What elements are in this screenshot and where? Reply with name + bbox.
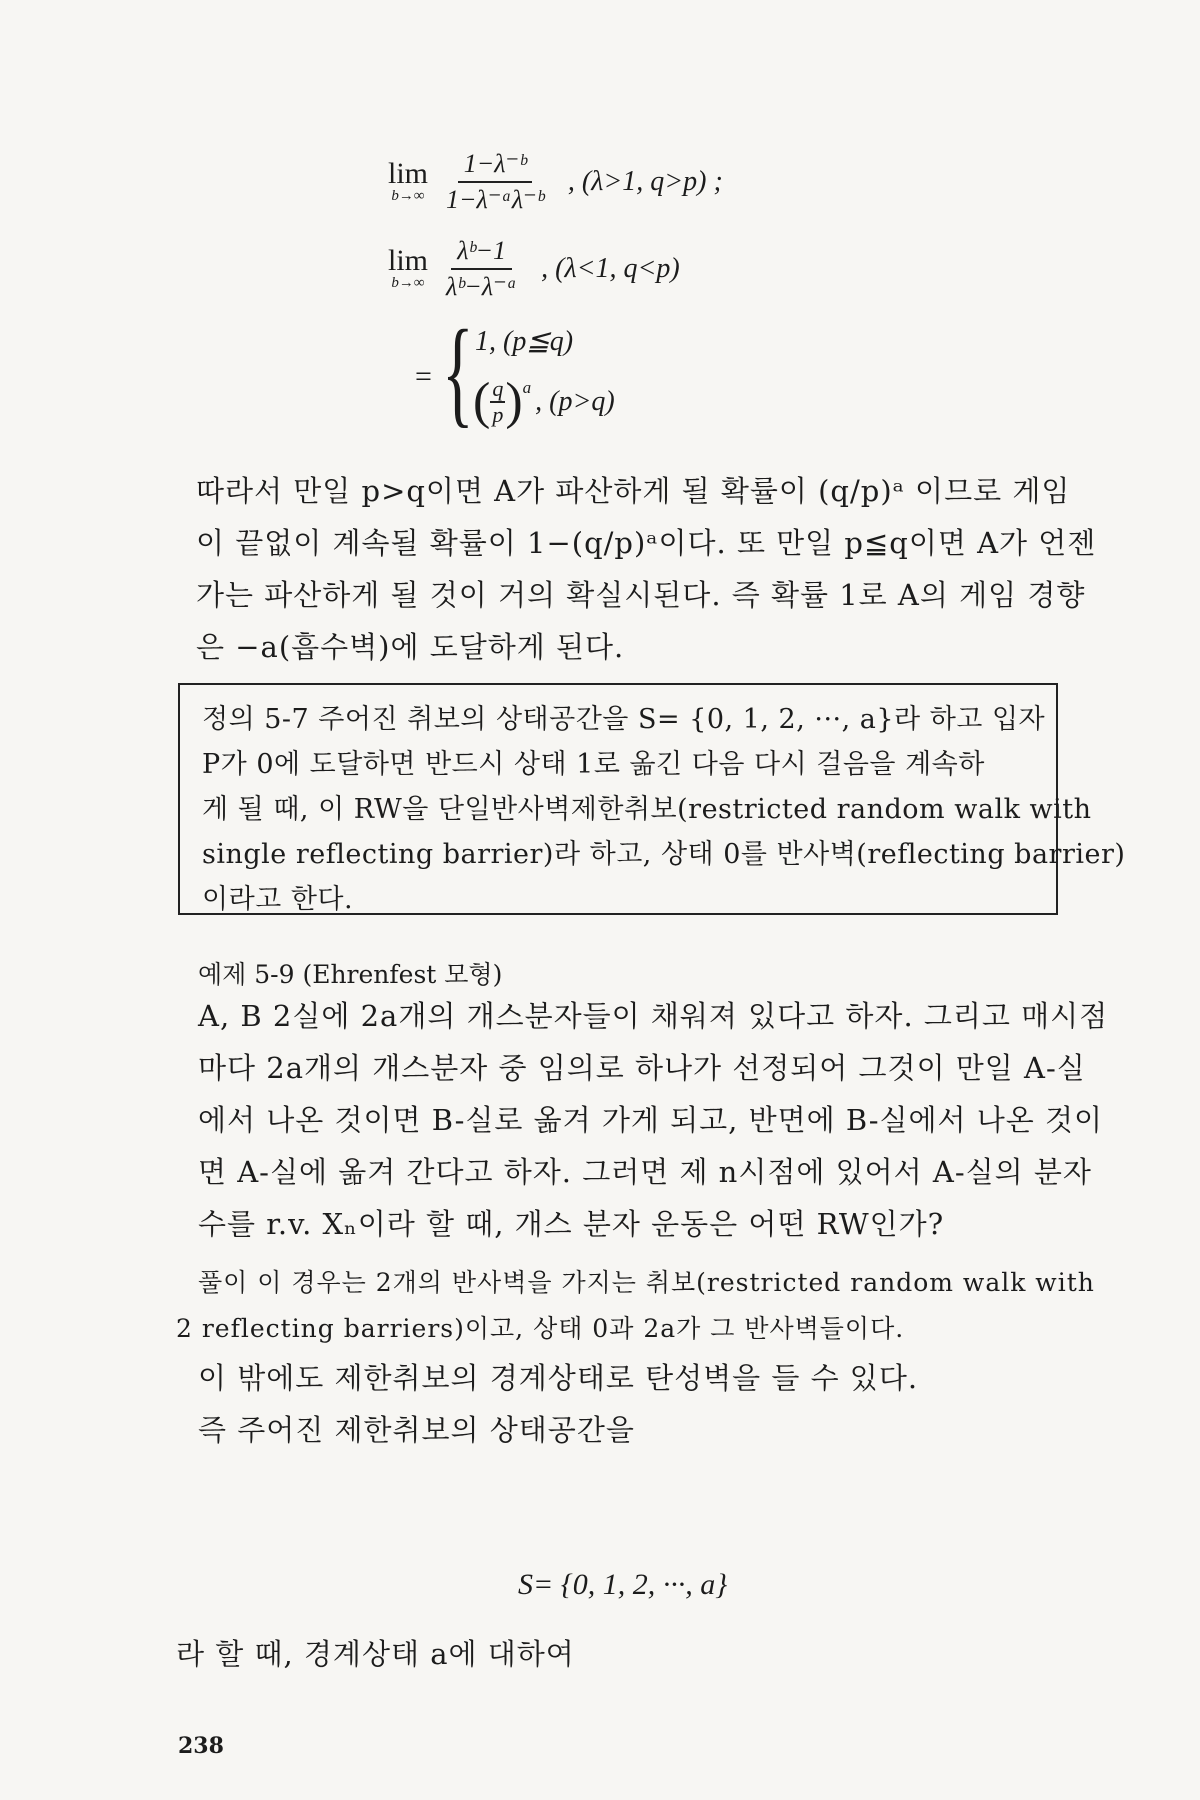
text-line: 에서 나온 것이면 B-실로 옮겨 가게 되고, 반면에 B-실에서 나온 것이 (198, 1103, 1104, 1137)
example-body (198, 990, 1109, 1250)
definition-line: single reflecting barrier)라 하고, 상태 0를 반사벽(reflecting barrier) (202, 839, 1126, 870)
left-brace: { (441, 305, 474, 438)
state-space-equation: S= {0, 1, 2, ···, a} (518, 1568, 728, 1601)
definition-line: 정의 5-7 주어진 취보의 상태공간을 S= {0, 1, 2, ···, a}라 하고 입자 (202, 704, 1046, 735)
fraction-numerator: λᵇ−1 (451, 237, 512, 270)
text-line: 이 밖에도 제한취보의 경계상태로 탄성벽을 들 수 있다. (198, 1361, 919, 1395)
limit-formula-1: lim b→∞ $\frac{\text{1−λ⁻ᵇ}}{\text{1−λ⁻ᵃλ⁻ᵇ}}$ , (λ>1, q>p) ; (388, 149, 723, 214)
condition: , (λ>1, q>p) ; (567, 166, 723, 197)
example-title: 예제 5-9 (Ehrenfest 모형) (198, 960, 503, 989)
page-number: 238 (178, 1733, 224, 1759)
text-line: 면 A-실에 옮겨 간다고 하자. 그러면 제 n시점에 있어서 A-실의 분자 (198, 1155, 1092, 1189)
solution-body (176, 1260, 1095, 1456)
text-line: 따라서 만일 p>q이면 A가 파산하게 될 확률이 (q/p)ᵃ 이므로 게임 (196, 474, 1071, 508)
text-line: 이 끝없이 계속될 확률이 1−(q/p)ᵃ이다. 또 만일 p≦q이면 A가 언젠 (196, 526, 1097, 560)
text-line: 가는 파산하게 될 것이 거의 확실시된다. 즉 확률 1로 A의 게임 경향 (196, 578, 1086, 612)
text-line: 풀이 이 경우는 2개의 반사벽을 가지는 취보(restricted random walk with (198, 1268, 1095, 1297)
fraction-denominator: 1−λ⁻ᵃλ⁻ᵇ (446, 185, 544, 214)
text-line: 2 reflecting barriers)이고, 상태 0과 2a가 그 반사벽들이다. (176, 1314, 905, 1343)
fraction-denominator: λᵇ−λ⁻ᵃ (446, 272, 518, 301)
text-line: 은 −a(흡수벽)에 도달하게 된다. (196, 630, 625, 664)
text-line: 즉 주어진 제한취보의 상태공간을 (198, 1413, 635, 1447)
paragraph-conclusion (196, 465, 1097, 673)
limit-formula-2: lim b→∞ $\frac{\text{λᵇ−1}}{\text{λᵇ−λ⁻ᵃ}}$ , (λ<1, q<p) (388, 236, 680, 301)
text-line: 수를 r.v. Xₙ이라 할 때, 개스 분자 운동은 어떤 RW인가? (198, 1207, 945, 1241)
text-line: 라 할 때, 경계상태 a에 대하여 (176, 1637, 575, 1671)
fraction-numerator: 1−λ⁻ᵇ (458, 150, 533, 183)
definition-line: 이라고 한다. (202, 884, 354, 915)
definition-line: P가 0에 도달하면 반드시 상태 1로 옮긴 다음 다시 걸음을 계속하 (202, 749, 985, 780)
case-2: ( $\frac{q}{p}$ ) a , (p>q) (473, 373, 615, 430)
text-line: A, B 2실에 2a개의 개스분자들이 채워져 있다고 하자. 그리고 매시점 (198, 999, 1109, 1033)
equals-sign: = (415, 360, 432, 393)
definition-line: 게 될 때, 이 RW을 단일반사벽제한취보(restricted random walk with (202, 794, 1092, 825)
text-line: 마다 2a개의 개스분자 중 임의로 하나가 선정되어 그것이 만일 A-실 (198, 1051, 1086, 1085)
definition-box (178, 683, 1126, 915)
condition: , (λ<1, q<p) (541, 253, 680, 284)
case-1: 1, (p≦q) (475, 326, 574, 357)
piecewise-result (415, 305, 735, 448)
